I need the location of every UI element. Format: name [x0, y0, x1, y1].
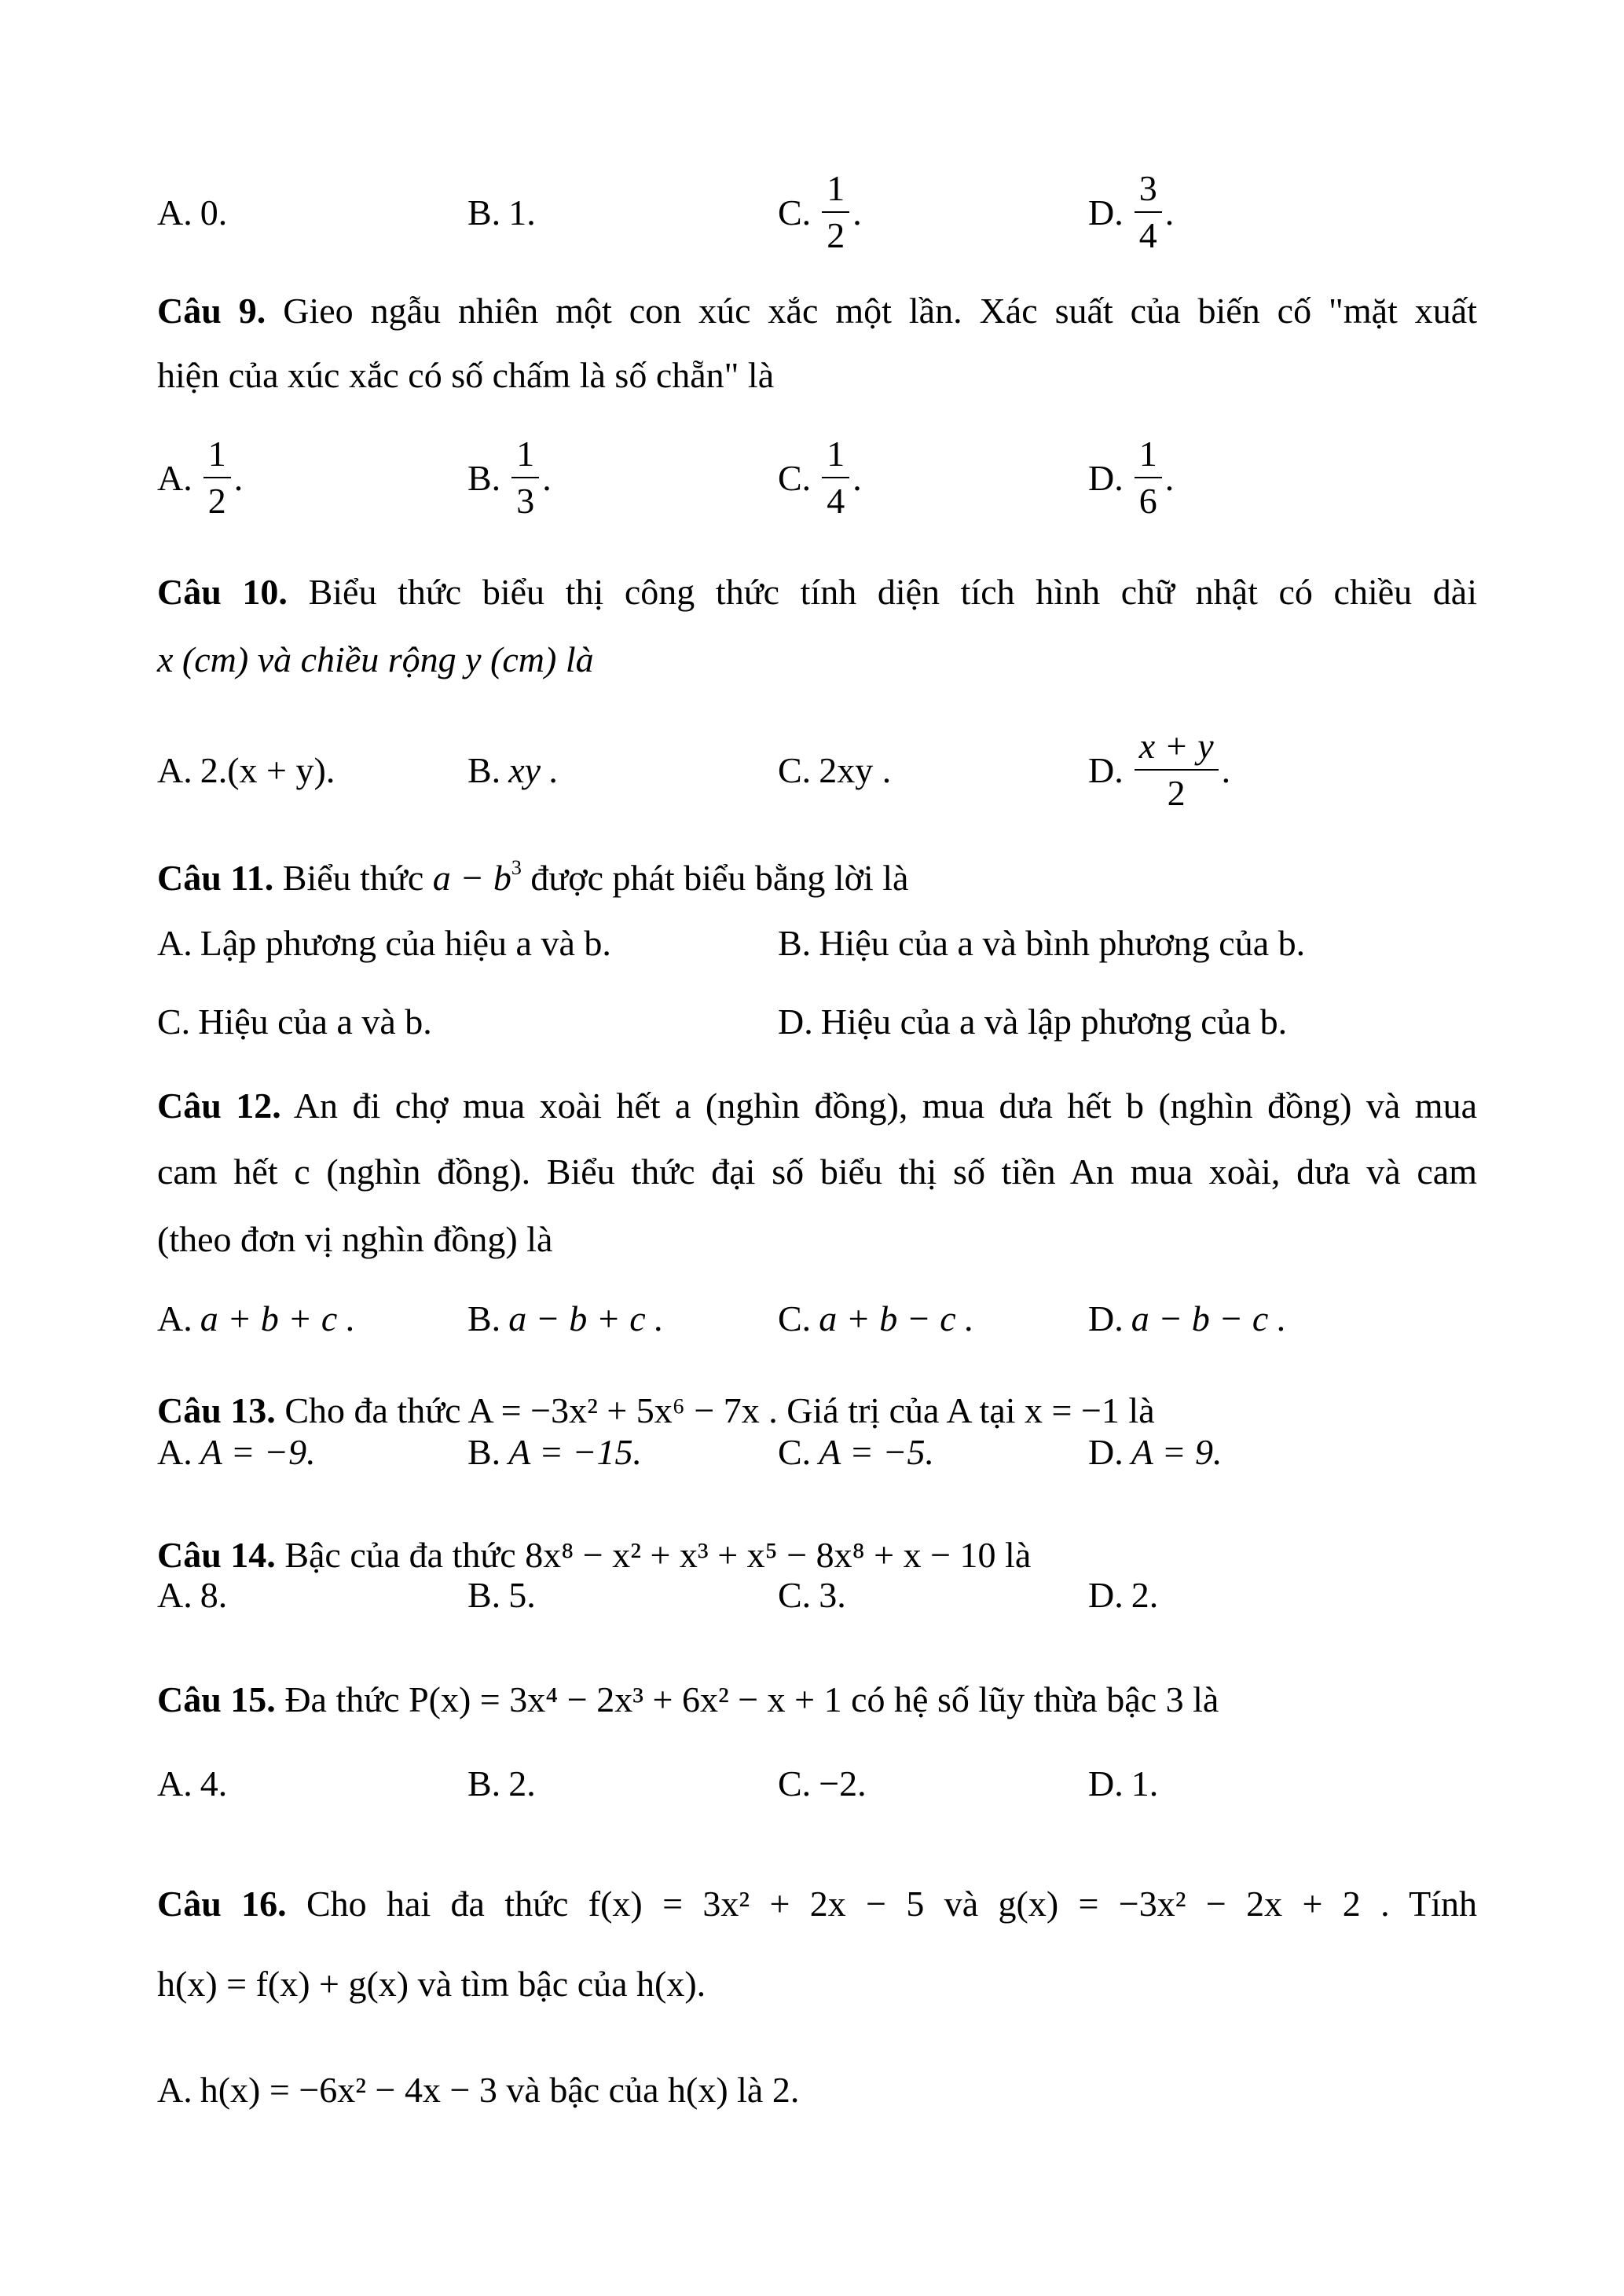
q12-title: Câu 12. — [157, 1086, 281, 1126]
q12-option-a[interactable]: A. a + b + c . — [157, 1298, 356, 1338]
q9-option-d[interactable]: D. $\frac{1}{6}$ . — [1088, 434, 1175, 521]
q11-title: Câu 11. — [157, 858, 274, 898]
q15-stem: Câu 15. Đa thức P(x) = 3x⁴ − 2x³ + 6x² − x + 1 có hệ số lũy thừa bậc 3 là — [157, 1679, 1219, 1719]
q16-option-a[interactable]: A. h(x) = −6x² − 4x − 3 và bậc của h(x) là 2. — [157, 2069, 800, 2110]
fraction: $\frac{1}{4}$ — [822, 436, 849, 519]
q15-title: Câu 15. — [157, 1679, 276, 1719]
q13-options — [157, 1412, 1477, 1491]
q10-title: Câu 10. — [157, 572, 288, 612]
q9-option-a[interactable]: A. $\frac{1}{2}$ . — [157, 434, 244, 521]
q13-option-d[interactable]: D. A = 9. — [1088, 1431, 1223, 1472]
q10-option-d[interactable]: D. $\frac{x + y}{2}$ . — [1088, 726, 1231, 813]
fraction: $\frac{1}{6}$ — [1135, 436, 1162, 519]
q11-stem: Câu 11. Biểu thức $a - b^3$ được phát biểu bằng lời là — [157, 856, 909, 898]
q11-options-row1 — [157, 903, 1477, 982]
q8-option-b[interactable]: B. 1. — [467, 192, 536, 233]
q15-option-c[interactable]: C. −2. — [778, 1763, 867, 1803]
q8-option-a[interactable]: A. 0. — [157, 192, 228, 233]
q14-stem: Câu 14. Bậc của đa thức 8x⁸ − x² + x³ + x⁵ − 8x⁸ + x − 10 là — [157, 1535, 1032, 1575]
q9-stem-line2: hiện của xúc xắc có số chấm là số chẵn" là — [157, 355, 775, 395]
q12-option-b[interactable]: B. a − b + c . — [467, 1298, 664, 1338]
q14-option-a[interactable]: A. 8. — [157, 1574, 228, 1615]
q10-option-c[interactable]: C. 2xy . — [778, 749, 892, 790]
q10-option-a[interactable]: A. 2.(x + y). — [157, 749, 335, 790]
q10-stem-line1: Câu 10. Biểu thức biểu thị công thức tính diện tích hình chữ nhật có chiều dài — [157, 572, 1477, 612]
q12-option-d[interactable]: D. a − b − c . — [1088, 1298, 1287, 1338]
q13-option-b[interactable]: B. A = −15. — [467, 1431, 643, 1472]
fraction: $\frac{3}{4}$ — [1135, 170, 1162, 254]
q9-option-b[interactable]: B. $\frac{1}{3}$ . — [467, 434, 552, 521]
q12-option-c[interactable]: C. a + b − c . — [778, 1298, 974, 1338]
q9-title: Câu 9. — [157, 291, 266, 331]
q8-options — [157, 168, 1477, 255]
q10-option-b[interactable]: B. xy . — [467, 749, 559, 790]
q11-option-c[interactable]: C. Hiệu của a và b. — [157, 1001, 432, 1042]
fraction: $\frac{1}{2}$ — [203, 436, 231, 519]
q13-title: Câu 13. — [157, 1390, 276, 1430]
q14-option-c[interactable]: C. 3. — [778, 1574, 846, 1615]
q14-option-b[interactable]: B. 5. — [467, 1574, 536, 1615]
q14-title: Câu 14. — [157, 1535, 276, 1575]
q13-option-c[interactable]: C. A = −5. — [778, 1431, 935, 1472]
q11-option-d[interactable]: D. Hiệu của a và lập phương của b. — [778, 1001, 1288, 1042]
q8-option-d[interactable]: D. $\frac{3}{4}$ . — [1088, 168, 1175, 255]
q15-option-d[interactable]: D. 1. — [1088, 1763, 1159, 1803]
q14-options — [157, 1555, 1477, 1634]
q13-option-a[interactable]: A. A = −9. — [157, 1431, 316, 1472]
q13-stem: Câu 13. Cho đa thức A = −3x² + 5x⁶ − 7x . Giá trị của A tại x = −1 là — [157, 1390, 1155, 1430]
q12-options — [157, 1279, 1477, 1357]
q16-options — [157, 2050, 1477, 2129]
q9-stem-line1: Câu 9. Gieo ngẫu nhiên một con xúc xắc một lần. Xác suất của biến cố "mặt xuất — [157, 291, 1477, 331]
q10-stem-line2: x (cm) và chiều rộng y (cm) là — [157, 639, 594, 679]
q16-stem-line1: Câu 16. Cho hai đa thức f(x) = 3x² + 2x − 5 và g(x) = −3x² − 2x + 2 . Tính — [157, 1884, 1477, 1924]
q11-option-b[interactable]: B. Hiệu của a và bình phương của b. — [778, 922, 1306, 963]
q14-option-d[interactable]: D. 2. — [1088, 1574, 1159, 1615]
q10-options — [157, 726, 1477, 813]
q16-title: Câu 16. — [157, 1884, 287, 1924]
q16-stem-line2: h(x) = f(x) + g(x) và tìm bậc của h(x). — [157, 1964, 706, 2004]
q15-options — [157, 1744, 1477, 1822]
fraction: $\frac{x + y}{2}$ — [1135, 728, 1219, 811]
q9-option-c[interactable]: C. $\frac{1}{4}$ . — [778, 434, 862, 521]
q11-option-a[interactable]: A. Lập phương của hiệu a và b. — [157, 922, 611, 963]
q12-stem-line1: Câu 12. An đi chợ mua xoài hết a (nghìn đồng), mua dưa hết b (nghìn đồng) và mua — [157, 1086, 1477, 1126]
q11-options-row2 — [157, 982, 1477, 1060]
q12-stem-line3: (theo đơn vị nghìn đồng) là — [157, 1219, 553, 1259]
q12-stem-line2: cam hết c (nghìn đồng). Biểu thức đại số biểu thị số tiền An mua xoài, dưa và cam — [157, 1152, 1477, 1192]
q15-option-b[interactable]: B. 2. — [467, 1763, 536, 1803]
fraction: $\frac{1}{3}$ — [511, 436, 539, 519]
q9-options — [157, 434, 1477, 521]
q8-option-c[interactable]: C. $\frac{1}{2}$ . — [778, 168, 862, 255]
q15-option-a[interactable]: A. 4. — [157, 1763, 228, 1803]
fraction: $\frac{1}{2}$ — [822, 170, 849, 254]
